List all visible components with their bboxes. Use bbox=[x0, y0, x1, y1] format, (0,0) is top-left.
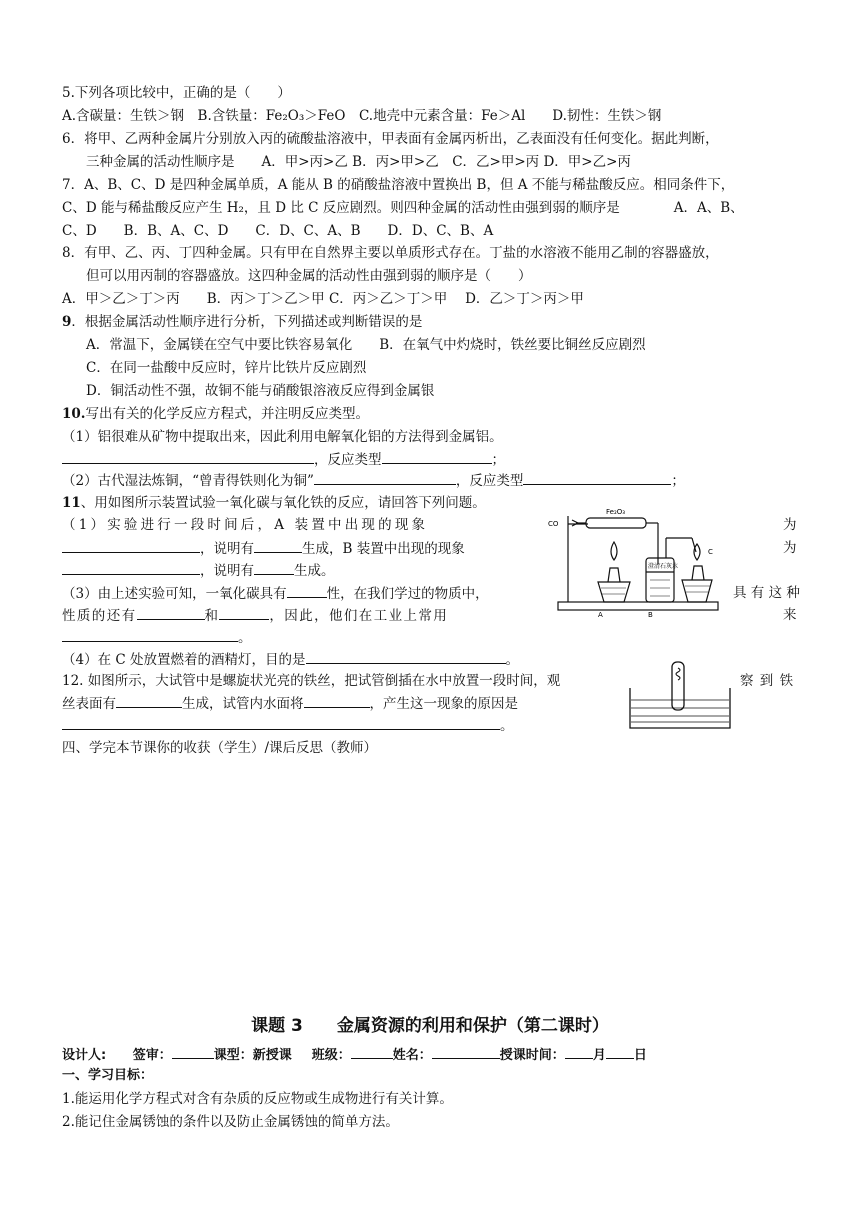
q7-line3: C、D B．B、A、C、D C．D、C、A、B D．D、C、B、A bbox=[62, 223, 494, 239]
q11-part3-line1 bbox=[62, 584, 489, 603]
blank[interactable] bbox=[62, 450, 314, 464]
q11-part1-line2 bbox=[62, 539, 465, 558]
q11-wei-2: 为 bbox=[783, 540, 797, 556]
q11-number: 11 bbox=[62, 495, 81, 511]
q11-text-e: 生成。 bbox=[294, 563, 335, 579]
co-label: CO bbox=[548, 520, 559, 528]
goal-2: 2.能记住金属锈蚀的条件以及防止金属锈蚀的简单方法。 bbox=[62, 1114, 399, 1130]
iron-wire-test-tube-diagram bbox=[628, 658, 732, 730]
q11-part1-line3 bbox=[62, 561, 335, 580]
q11-p3-c: 具 有 这 种 bbox=[733, 585, 800, 601]
name-label: 姓名： bbox=[392, 1048, 432, 1063]
day-label: 日 bbox=[633, 1048, 647, 1063]
q10-part1: （1）铝很难从矿物中提取出来，因此利用电解氧化铝的方法得到金属铝。 bbox=[62, 429, 503, 445]
q11-text-b: ，说明有 bbox=[200, 541, 254, 557]
blank[interactable] bbox=[62, 628, 238, 642]
q10-part1-type-label: ，反应类型 bbox=[314, 452, 382, 468]
q12-text-a: 丝表面有 bbox=[62, 696, 116, 712]
co-fe2o3-apparatus-diagram bbox=[546, 502, 734, 618]
q11-part3-line3: 。 bbox=[62, 628, 252, 647]
q11-stem bbox=[62, 494, 486, 512]
q12-text-b: 生成，试管内水面将 bbox=[182, 696, 304, 712]
q8-line3: A．甲＞乙＞丁＞丙 B．丙＞丁＞乙＞甲 C．丙＞乙＞丁＞甲 D．乙＞丁＞丙＞甲 bbox=[62, 291, 584, 307]
q9-stem-text: 根据金属活动性顺序进行分析，下列描述或判断错误的是 bbox=[84, 314, 423, 330]
q10-part2-type-label: ，反应类型 bbox=[455, 473, 524, 489]
q11-part3-line2 bbox=[62, 606, 448, 625]
q11-stem-text: 、用如图所示装置试验一氧化碳与氧化铁的反应，请回答下列问题。 bbox=[80, 495, 486, 511]
q7-line2: C、D 能与稀盐酸反应产生 H₂，且 D 比 C 反应剧烈。则四种金属的活动性由强到弱的顺序是 A．A、B、 bbox=[62, 200, 744, 216]
blank[interactable] bbox=[306, 650, 506, 664]
q11-part1-line1: （1）实验进行一段时间后，A 装置中出现的现象 bbox=[62, 517, 429, 533]
q11-p3-b: 性，在我们学过的物质中， bbox=[326, 586, 489, 602]
q9-number: 9 bbox=[62, 314, 72, 330]
month-label: 月 bbox=[592, 1048, 606, 1063]
q9-option-a: A．常温下，金属镁在空气中要比铁容易氧化 B．在氧气中灼烧时，铁丝要比铜丝反应剧烈 bbox=[86, 337, 646, 353]
blank[interactable] bbox=[137, 606, 205, 620]
q11-p3-f: ，因此，他们在工业上常用 bbox=[269, 608, 449, 624]
limewater-label: 澄清石灰水 bbox=[648, 563, 679, 570]
q11-p4-text: （4）在 C 处放置燃着的酒精灯，目的是 bbox=[62, 652, 306, 668]
blank[interactable] bbox=[382, 450, 492, 464]
blank[interactable] bbox=[254, 561, 294, 575]
day-blank[interactable] bbox=[606, 1045, 634, 1059]
blank[interactable] bbox=[304, 694, 370, 708]
time-label: 授课时间： bbox=[499, 1048, 565, 1063]
q6-line1: 6．将甲、乙两种金属片分别放入丙的硫酸盐溶液中，甲表面有金属丙析出，乙表面没有任何变化。据此判断， bbox=[62, 131, 719, 147]
q12-line2 bbox=[62, 694, 518, 713]
blank[interactable] bbox=[62, 716, 500, 730]
q9-option-c: C．在同一盐酸中反应时，锌片比铁片反应剧烈 bbox=[86, 360, 367, 376]
q5-options: A.含碳量：生铁＞钢 B.含铁量：Fe₂O₃＞FeO C.地壳中元素含量：Fe＞Al D.韧性：生铁＞钢 bbox=[62, 108, 662, 124]
q6-line2: 三种金属的活动性顺序是 A．甲>丙>乙 B．丙>甲>乙 C．乙>甲>丙 D．甲>乙>丙 bbox=[86, 154, 631, 170]
label-c: C bbox=[708, 548, 713, 556]
blank[interactable] bbox=[254, 539, 302, 553]
label-b: B bbox=[648, 611, 653, 618]
lesson-type: 课型：新授课 bbox=[213, 1048, 292, 1063]
q11-text-c: 生成，B 装置中出现的现象 bbox=[302, 541, 465, 557]
q12-line1: 12. 如图所示，大试管中是螺旋状光亮的铁丝，把试管倒插在水中放置一段时间，观 bbox=[62, 673, 561, 689]
q10-stem-text: 写出有关的化学反应方程式，并注明反应类型。 bbox=[85, 406, 369, 422]
goal-1: 1.能运用化学方程式对含有杂质的反应物或生成物进行有关计算。 bbox=[62, 1091, 453, 1107]
blank[interactable] bbox=[523, 471, 671, 485]
blank[interactable] bbox=[219, 606, 269, 620]
goals-heading: 一、学习目标： bbox=[62, 1068, 154, 1083]
blank[interactable] bbox=[314, 471, 456, 485]
q9-stem: 9．根据金属活动性顺序进行分析，下列描述或判断错误的是 bbox=[62, 314, 423, 330]
blank[interactable] bbox=[116, 694, 182, 708]
section-4-reflection: 四、学完本节课你的收获（学生）/课后反思（教师） bbox=[62, 740, 378, 756]
name-blank[interactable] bbox=[432, 1045, 500, 1059]
blank[interactable] bbox=[62, 539, 200, 553]
review-label: 签审： bbox=[132, 1048, 172, 1063]
q9-option-d: D．铜活动性不强，故铜不能与硝酸银溶液反应得到金属银 bbox=[86, 383, 435, 399]
q11-part4: （4）在 C 处放置燃着的酒精灯，目的是 。 bbox=[62, 652, 520, 668]
q12-text-c: ，产生这一现象的原因是 bbox=[369, 696, 518, 712]
lesson-info-row bbox=[62, 1045, 647, 1065]
q10-number: 10. bbox=[62, 406, 86, 422]
q10-stem bbox=[62, 405, 369, 423]
blank[interactable] bbox=[287, 584, 327, 598]
q12-line1-end: 察 到 铁 bbox=[740, 673, 795, 689]
label-a: A bbox=[598, 611, 603, 618]
q8-line1: 8．有甲、乙、丙、丁四种金属。只有甲在自然界主要以单质形式存在。丁盐的水溶液不能用乙制的容器盛放， bbox=[62, 245, 719, 261]
q11-text-d: ，说明有 bbox=[200, 563, 254, 579]
designer-label: 设计人: bbox=[62, 1048, 107, 1063]
class-label: 班级： bbox=[311, 1048, 351, 1063]
blank[interactable] bbox=[62, 561, 200, 575]
q8-line2: 但可以用丙制的容器盛放。这四种金属的活动性由强到弱的顺序是（ ） bbox=[86, 268, 532, 284]
month-blank[interactable] bbox=[565, 1045, 593, 1059]
q11-p3-d: 性质的还有 bbox=[62, 608, 137, 624]
q10-part2-text: （2）古代湿法炼铜，“曾青得铁则化为铜” bbox=[62, 473, 314, 489]
q11-p3-a: （3）由上述实验可知，一氧化碳具有 bbox=[62, 586, 287, 602]
class-blank[interactable] bbox=[351, 1045, 393, 1059]
q10-part2: （2）古代湿法炼铜，“曾青得铁则化为铜” ，反应类型 ； bbox=[62, 473, 685, 489]
fe2o3-label: Fe₂O₃ bbox=[606, 508, 626, 516]
q10-part1-answer: ，反应类型 ； bbox=[62, 450, 505, 469]
review-blank[interactable] bbox=[172, 1045, 214, 1059]
q11-p3-g: 来 bbox=[783, 607, 797, 623]
q11-p3-e: 和 bbox=[204, 608, 220, 624]
q5-stem: 5.下列各项比较中，正确的是（ ） bbox=[62, 85, 291, 101]
q7-line1: 7．A、B、C、D 是四种金属单质，A 能从 B 的硝酸盐溶液中置换出 B，但 A 不能与稀盐酸反应。相同条件下， bbox=[62, 177, 735, 193]
page-title: 课题 3 金属资源的利用和保护（第二课时） bbox=[251, 1016, 609, 1036]
q11-wei-1: 为 bbox=[783, 517, 797, 533]
q12-line3: 。 bbox=[62, 716, 514, 735]
